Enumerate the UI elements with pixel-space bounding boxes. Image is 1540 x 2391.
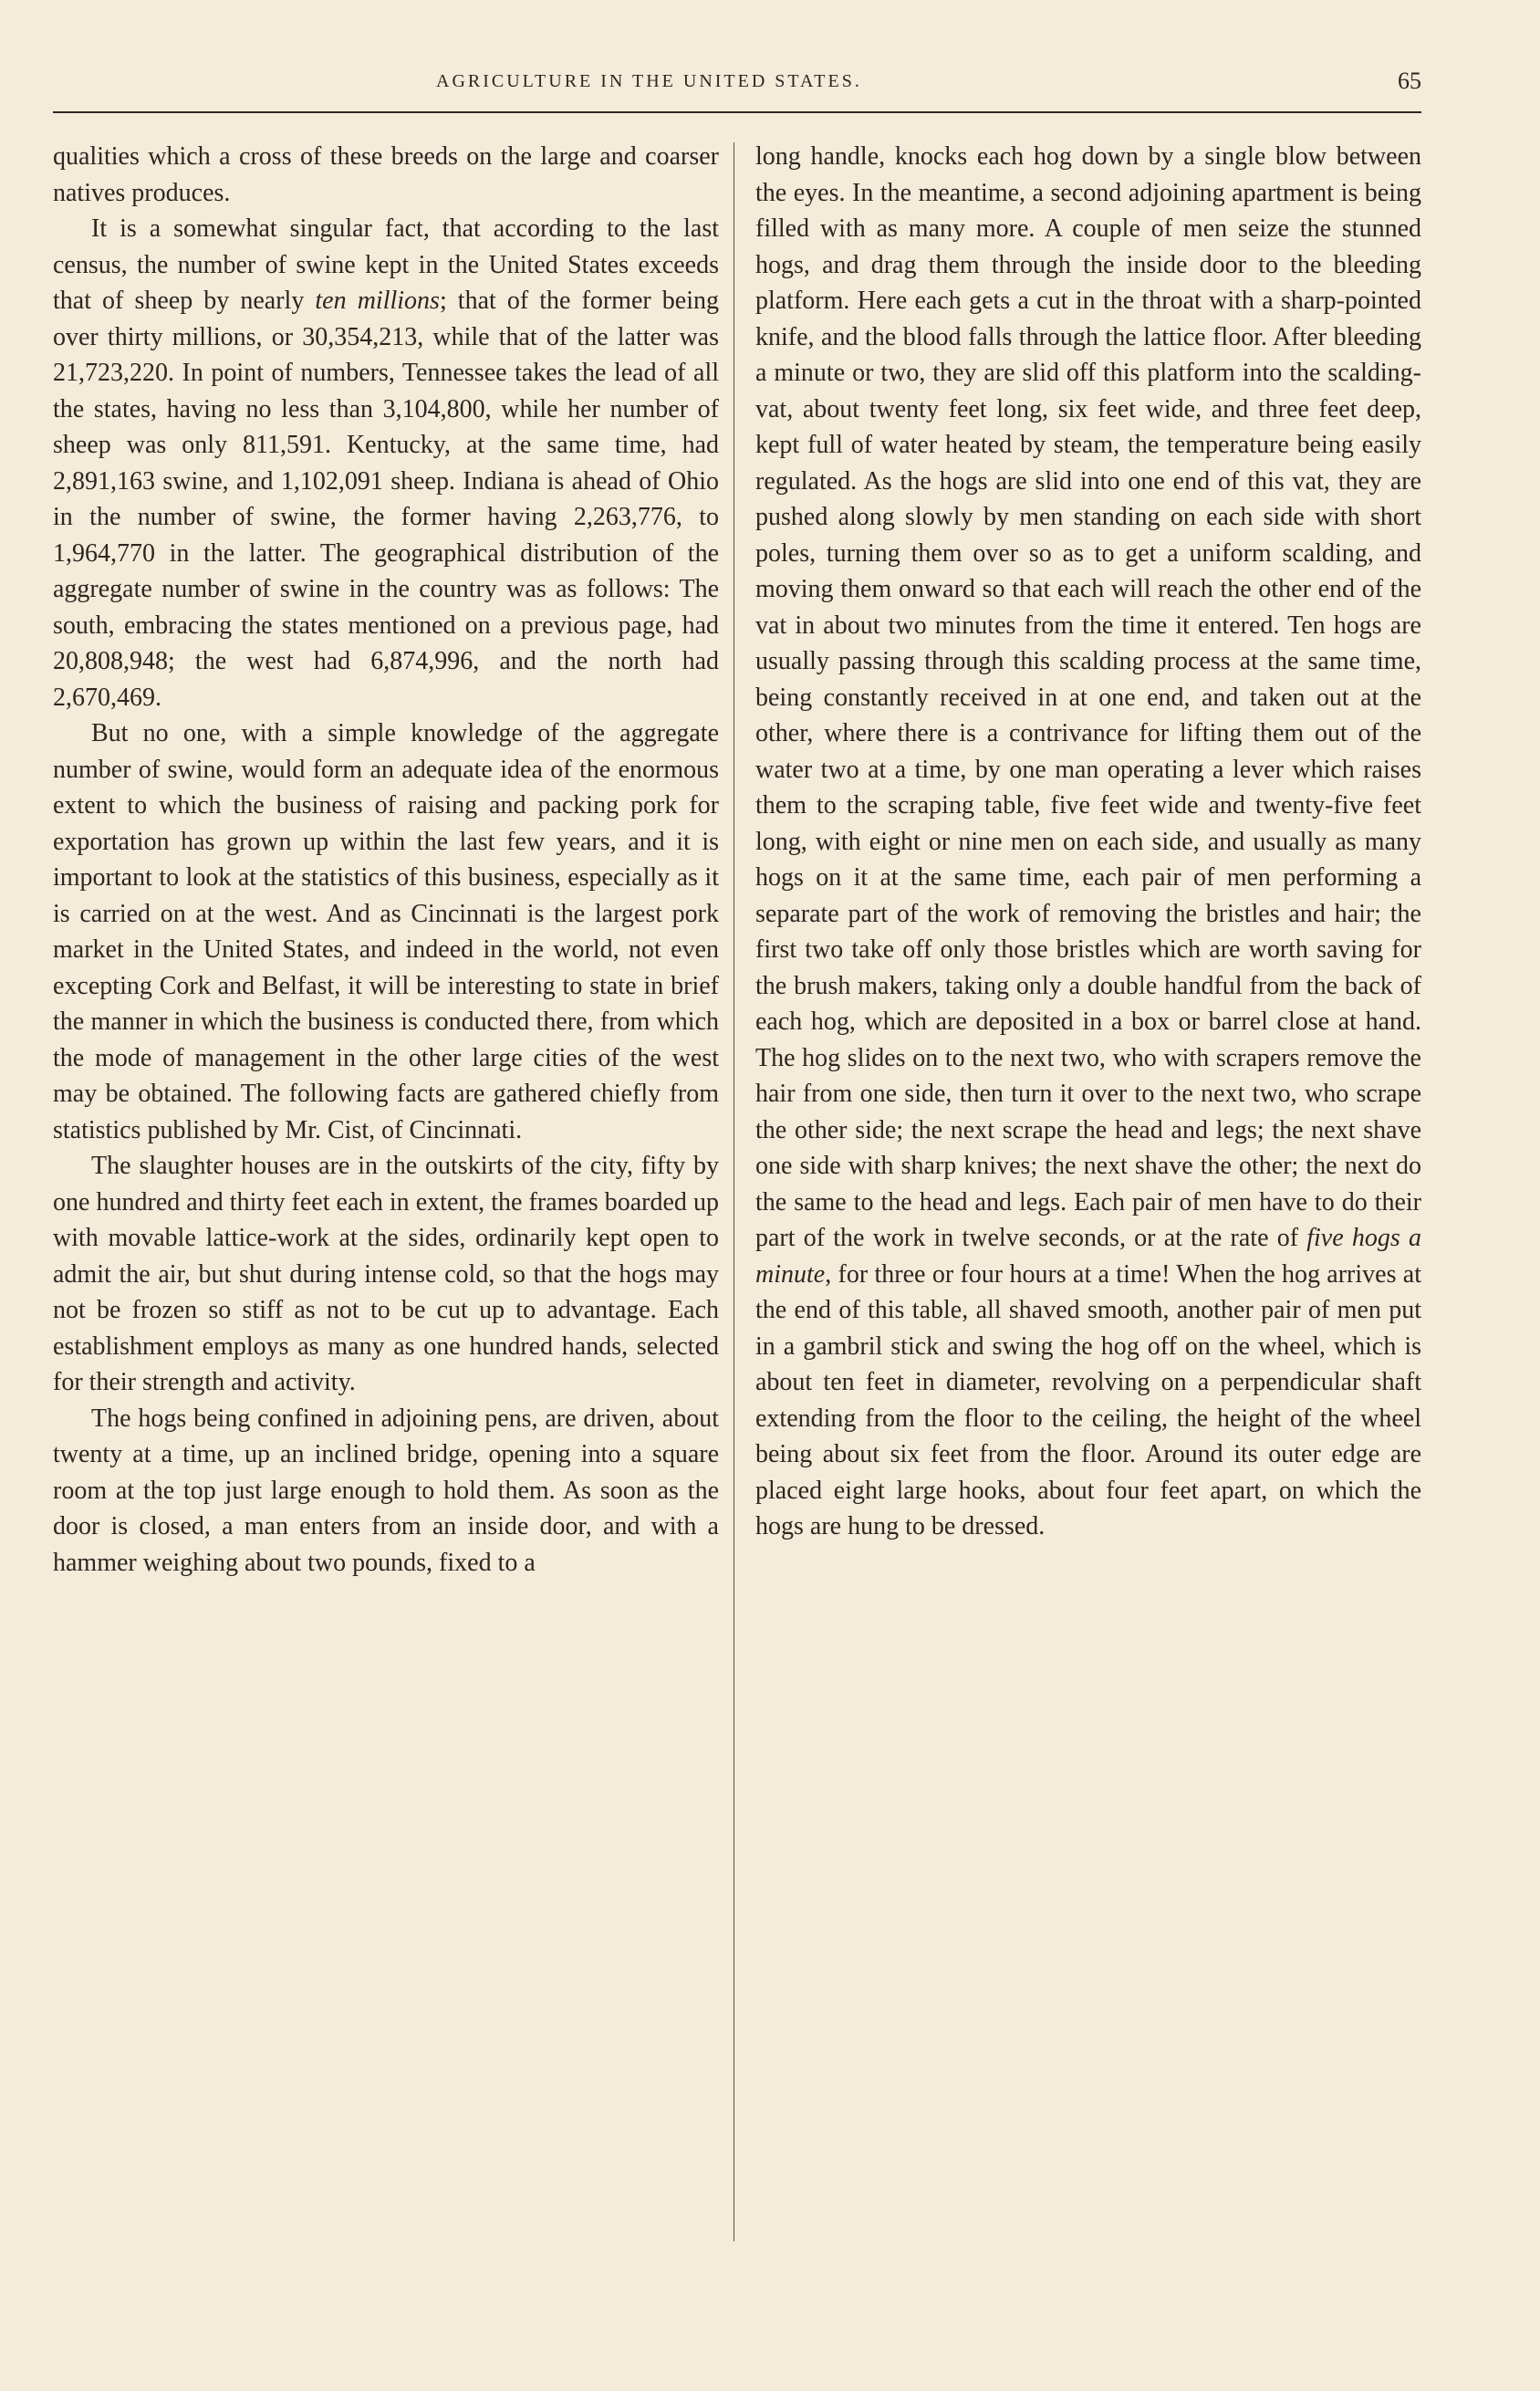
- paragraph-continued: qualities which a cross of these breeds on the large and coarser natives produces.: [53, 142, 719, 207]
- paragraph-pork-business: But no one, with a simple knowledge of the aggregate number of swine, would form an adequate idea of the enormous extent to which the business of raising and packing pork for exportation has grown up within the last few years, and it is important to look at the statistics of this business, especially as it is carried on at the west. And as Cincinnati is the largest pork market in the United States, and indeed in the world, not even excepting Cork and Belfast, it will be interesting to state in brief the manner in which the business is conducted there, from which the mode of management in the other large cities of the west may be obtained. The following facts are gathered chiefly from statistics published by Mr. Cist, of Cincinnati.: [53, 719, 719, 1144]
- italic-emphasis: ten millions: [315, 287, 440, 315]
- running-title: AGRICULTURE IN THE UNITED STATES.: [436, 71, 862, 91]
- header-rule: [53, 111, 1421, 113]
- paragraph-hog-pens: The hogs being confined in adjoining pens, are driven, about twenty at a time, up an inclined bridge, opening into a square room at the top just large enough to hold them. As soon as the door is closed, a man enters from an inside door, and with a hammer weighing about two pounds, fixed to a: [53, 1404, 719, 1577]
- left-column: [53, 139, 719, 2256]
- paragraph-text: , for three or four hours at a time! When the hog arrives at the end of this table, all shaved smooth, another pair of men put in a gambril stick and swing the hog off on the wheel, which is about ten feet in diameter, revolving on a perpendicular shaft extending from the floor to the ceiling, the height of the wheel being about six feet from the floor. Around its outer edge are placed eight large hooks, about four feet apart, on which the hogs are hung to be dressed.: [755, 1259, 1421, 1540]
- paragraph-text: long handle, knocks each hog down by a single blow between the eyes. In the meantime, a second adjoining apartment is being filled with as many more. A couple of men seize the stunned hogs, and drag them through the inside door to the bleeding platform. Here each gets a cut in the throat with a sharp-pointed knife, and the blood falls through the lattice floor. After bleeding a minute or two, they are slid off this platform into the scalding-vat, about twenty feet long, six feet wide, and three feet deep, kept full of water heated by steam, the temperature being easily regulated. As the hogs are slid into one end of this vat, they are pushed along slowly by men standing on each side with short poles, turning them over so as to get a uniform scalding, and moving them onward so that each will reach the other end of the vat in about two minutes from the time it entered. Ten hogs are usually passing through this scalding process at the same time, being constantly received in at one end, and taken out at the other, where there is a contrivance for lifting them out of the water two at a time, by one man operating a lever which raises them to the scraping table, five feet wide and twenty-five feet long, with eight or nine men on each side, and usually as many hogs on it at the same time, each pair of men performing a separate part of the work of removing the bristles and hair; the first two take off only those bristles which are worth saving for the brush makers, taking only a double handful from the back of each hog, which are deposited in a box or barrel close at hand. The hog slides on to the next two, who with scrapers remove the hair from one side, then turn it over to the next two, who scrape the other side; the next scrape the head and legs; the next shave one side with sharp knives; the next shave the other; the next do the same to the head and legs. Each pair of men have to do their part of the work in twelve seconds, or at the rate of: [755, 142, 1421, 1252]
- paragraph-processing: [755, 139, 1421, 1545]
- italic-emphasis: five hogs a minute: [755, 1224, 1421, 1289]
- right-column: [755, 139, 1421, 2256]
- paragraph-text: ; that of the former being over thirty millions, or 30,354,213, while that of the latter was 21,723,220. In point of numbers, Tennessee takes the lead of all the states, having no less than 3,104,800, while her number of sheep was only 811,591. Kentucky, at the same time, had 2,891,163 swine, and 1,102,091 sheep. Indiana is ahead of Ohio in the number of swine, the former having 2,263,776, to 1,964,770 in the latter. The geographical distribution of the aggregate number of swine in the country was as follows: The south, embracing the states mentioned on a previous page, had 20,808,948; the west had 6,874,996, and the north had 2,670,469.: [53, 287, 719, 712]
- paragraph-slaughter-houses: The slaughter houses are in the outskirts of the city, fifty by one hundred and thirty feet each in extent, the frames boarded up with movable lattice-work at the sides, ordinarily kept open to admit the air, but shut during intense cold, so that the hogs may not be frozen so stiff as not to be cut up to advantage. Each establishment employs as many as one hundred hands, selected for their strength and activity.: [53, 1152, 719, 1396]
- page-number: 65: [1398, 68, 1421, 94]
- paragraph-swine-census: [53, 211, 719, 715]
- book-page: [53, 64, 1421, 2254]
- paragraph-text: It is a somewhat singular fact, that according to the last census, the number of swine kept in the United States exceeds that of sheep by nearly: [53, 214, 719, 315]
- running-head: [53, 64, 1421, 110]
